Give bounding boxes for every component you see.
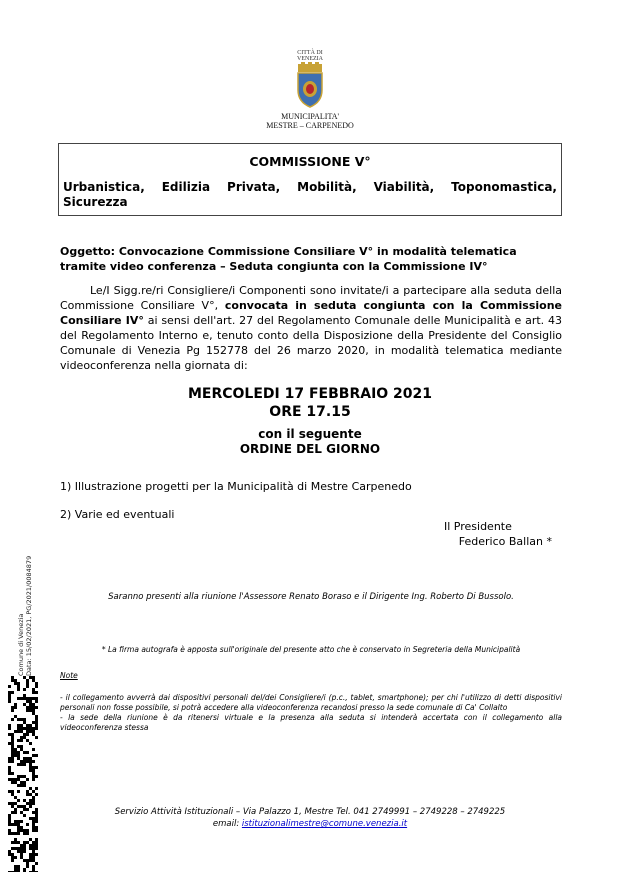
notes-title: Note [60, 671, 78, 680]
datamatrix-barcode [8, 676, 38, 872]
commission-box [58, 143, 562, 216]
signature-role: Il Presidente [444, 520, 512, 533]
note-item: - il collegamento avverrà dai dispositivi personali del/dei Consigliere/i (p.c., tablet, smartphone); per chi l'utilizzo di detti dispositivi personali non fosse possibile, si potrà accedere alla videoconferenza recandosi presso la sede comunale di Ca' Collalto [60, 693, 562, 712]
signature-block [432, 519, 552, 549]
footer-email-link[interactable]: istituzionalimestre@comune.venezia.it [241, 819, 408, 829]
meeting-time: ORE 17.15 [269, 404, 351, 420]
meeting-datetime [0, 385, 620, 421]
body-paragraph [60, 283, 562, 373]
body-part-3: ai sensi dell'art. 27 del Regolamento Comunale delle Municipalità e art. 43 del Regolamento Interno e, tenuto conto della Disposizione della Presidente del Consiglio Comunale di Venezia Pg 152778 del 26 marzo 2020, in modalità telematica mediante videoconferenza nella giornata di: [60, 314, 562, 372]
agenda-with: con il seguente [258, 427, 362, 441]
notes-list [60, 693, 562, 733]
footer-email-label: email: [212, 819, 242, 829]
signature-name: Federico Ballan * [458, 535, 552, 548]
footer [0, 806, 620, 830]
footer-email-line [0, 818, 620, 830]
municipality-line-1: MUNICIPALITA' [281, 112, 339, 121]
protocol-line-1: Comune di Venezia [17, 613, 25, 676]
attendees-note: Saranno presenti alla riunione l'Assessore Renato Boraso e il Dirigente Ing. Roberto Di Bussolo. [108, 592, 514, 602]
signature-note: * La firma autografa è apposta sull'originale del presente atto che è conservato in Segreteria della Municipalità [101, 645, 521, 654]
protocol-stamp [17, 548, 33, 676]
commission-title: COMMISSIONE V° [249, 154, 371, 169]
body-part-1: Le/I Sigg.re/ri Consigliere/i Componenti sono invitate/i a partecipare alla seduta della Commissione Consiliare V°, [60, 284, 562, 312]
agenda-header [0, 427, 620, 457]
agenda-item: 1) Illustrazione progetti per la Municipalità di Mestre Carpenedo [60, 480, 412, 493]
coat-of-arms-icon [292, 62, 328, 108]
agenda-title: ORDINE DEL GIORNO [239, 442, 381, 456]
footer-address: Servizio Attività Istituzionali – Via Palazzo 1, Mestre Tel. 041 2749991 – 2749228 – 2749225 [114, 807, 506, 817]
logo-city-name: VENEZIA [297, 56, 323, 62]
city-logo [290, 50, 330, 112]
protocol-line-2: Data: 15/02/2021, PG/2021/0084879 [25, 555, 33, 676]
logo-city-text: CITTÀ DI [297, 50, 323, 56]
subject-heading: Oggetto: Convocazione Commissione Consiliare V° in modalità telematica tramite video conferenza – Seduta congiunta con la Commissione IV° [60, 245, 517, 273]
municipality-line-2: MESTRE – CARPENEDO [266, 121, 354, 130]
note-item: - la sede della riunione è da ritenersi virtuale e la presenza alla seduta si intenderà accertata con il collegamento alla videoconferenza stessa [60, 713, 562, 732]
commission-subjects-2: Sicurezza [63, 195, 128, 209]
commission-subjects: Urbanistica, Edilizia Privata, Mobilità, Viabilità, Toponomastica, [63, 180, 557, 194]
municipality-label [200, 112, 420, 130]
body-part-2: convocata in seduta congiunta con la Commissione Consiliare IV° [60, 299, 562, 327]
meeting-date: MERCOLEDI 17 FEBBRAIO 2021 [187, 386, 433, 402]
agenda-item: 2) Varie ed eventuali [60, 508, 175, 521]
